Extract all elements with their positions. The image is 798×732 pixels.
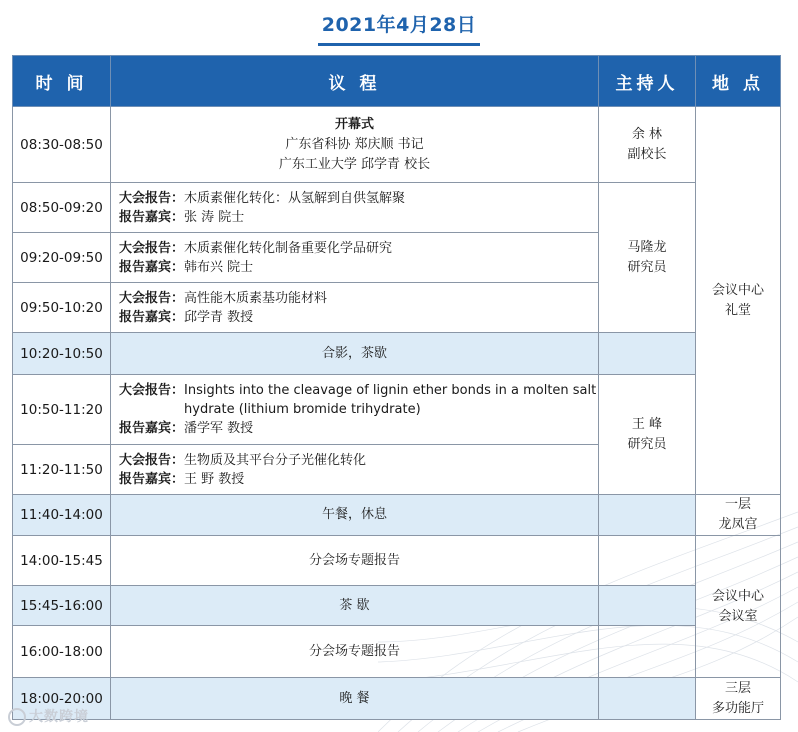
host-cell bbox=[599, 375, 696, 495]
time-cell: 18:00-20:00 bbox=[13, 678, 111, 720]
watermark bbox=[8, 706, 89, 726]
watermark-logo-icon bbox=[8, 708, 26, 726]
time-cell: 08:30-08:50 bbox=[13, 107, 111, 183]
opening-ceremony bbox=[111, 107, 599, 183]
agenda-item: 合影，茶歇 bbox=[111, 333, 599, 375]
host-cell bbox=[599, 183, 696, 333]
speaker-name: 张 涛 院士 bbox=[184, 209, 245, 225]
report-title: 生物质及其平台分子光催化转化 bbox=[184, 452, 367, 468]
time-cell: 14:00-15:45 bbox=[13, 536, 111, 586]
time-cell: 08:50-09:20 bbox=[13, 183, 111, 233]
report-label: 大会报告： bbox=[119, 190, 185, 206]
report-title: 高性能木质素基功能材料 bbox=[184, 290, 328, 306]
time-cell: 11:40-14:00 bbox=[13, 495, 111, 536]
table-row bbox=[13, 375, 781, 445]
table-row bbox=[13, 626, 781, 678]
host-title: 研究员 bbox=[627, 436, 667, 452]
venue-cell bbox=[696, 495, 781, 536]
empty-host-cell bbox=[599, 536, 696, 586]
empty-host-cell bbox=[599, 586, 696, 626]
report-label: 大会报告： bbox=[119, 383, 185, 398]
speaker-label: 报告嘉宾： bbox=[119, 471, 185, 487]
venue-line: 会议室 bbox=[718, 608, 758, 624]
agenda-item: 晚 餐 bbox=[111, 678, 599, 720]
empty-host-cell bbox=[599, 495, 696, 536]
time-cell: 15:45-16:00 bbox=[13, 586, 111, 626]
venue-line: 三层 bbox=[724, 680, 751, 696]
agenda-item: 茶 歇 bbox=[111, 586, 599, 626]
host-name: 马隆龙 bbox=[627, 239, 667, 255]
table-row bbox=[13, 536, 781, 586]
header-host: 主持人 bbox=[599, 56, 696, 107]
time-cell: 16:00-18:00 bbox=[13, 626, 111, 678]
host-name: 余 林 bbox=[631, 126, 663, 142]
speaker-name: 韩布兴 院士 bbox=[184, 259, 254, 275]
plenary-talk bbox=[111, 445, 599, 495]
time-cell: 10:50-11:20 bbox=[13, 375, 111, 445]
report-label: 大会报告： bbox=[119, 240, 185, 256]
table-row bbox=[13, 586, 781, 626]
opening-line: 广东工业大学 邱学青 校长 bbox=[278, 156, 431, 172]
speaker-name: 王 野 教授 bbox=[184, 471, 245, 487]
host-title: 副校长 bbox=[627, 146, 667, 162]
speaker-name: 邱学青 教授 bbox=[184, 309, 254, 325]
empty-host-cell bbox=[599, 678, 696, 720]
empty-host-cell bbox=[599, 626, 696, 678]
empty-host-cell bbox=[599, 333, 696, 375]
watermark-text: 大数跨境 bbox=[29, 709, 89, 725]
time-cell: 10:20-10:50 bbox=[13, 333, 111, 375]
agenda-item: 午餐，休息 bbox=[111, 495, 599, 536]
speaker-label: 报告嘉宾： bbox=[119, 309, 185, 325]
plenary-talk bbox=[111, 283, 599, 333]
time-cell: 09:50-10:20 bbox=[13, 283, 111, 333]
venue-cell bbox=[696, 536, 781, 678]
table-row bbox=[13, 333, 781, 375]
report-label: 大会报告： bbox=[119, 290, 185, 306]
speaker-label: 报告嘉宾： bbox=[119, 421, 185, 436]
opening-title: 开幕式 bbox=[334, 116, 374, 132]
opening-line: 广东省科协 郑庆顺 书记 bbox=[285, 136, 424, 152]
speaker-label: 报告嘉宾： bbox=[119, 209, 185, 225]
time-cell: 11:20-11:50 bbox=[13, 445, 111, 495]
date-title: 2021年4月28日 bbox=[318, 10, 481, 46]
venue-line: 一层 bbox=[724, 497, 751, 512]
venue-line: 龙凤宫 bbox=[718, 517, 758, 532]
report-title: 木质素催化转化：从氢解到自供氢解聚 bbox=[184, 190, 406, 206]
header-venue: 地 点 bbox=[696, 56, 781, 107]
venue-line: 会议中心 bbox=[711, 588, 764, 604]
header-row bbox=[13, 56, 781, 107]
table-row bbox=[13, 107, 781, 183]
table-row bbox=[13, 495, 781, 536]
plenary-talk bbox=[111, 183, 599, 233]
speaker-name: 潘学军 教授 bbox=[184, 421, 254, 436]
schedule-table bbox=[12, 55, 781, 720]
report-title: 木质素催化转化制备重要化学品研究 bbox=[184, 240, 393, 256]
host-cell bbox=[599, 107, 696, 183]
agenda-item: 分会场专题报告 bbox=[111, 536, 599, 586]
header-time: 时 间 bbox=[13, 56, 111, 107]
table-row bbox=[13, 678, 781, 720]
venue-cell bbox=[696, 107, 781, 495]
venue-line: 会议中心 bbox=[711, 282, 764, 298]
report-label: 大会报告： bbox=[119, 452, 185, 468]
report-title: Insights into the cleavage of lignin ether bonds in a molten salt hydrate (lithium bromide trihydrate) bbox=[184, 383, 597, 417]
venue-line: 礼堂 bbox=[724, 302, 751, 318]
header-agenda: 议 程 bbox=[111, 56, 599, 107]
plenary-talk bbox=[111, 233, 599, 283]
host-name: 王 峰 bbox=[631, 416, 663, 432]
venue-line: 多功能厅 bbox=[711, 700, 764, 716]
table-row bbox=[13, 183, 781, 233]
time-cell: 09:20-09:50 bbox=[13, 233, 111, 283]
venue-cell bbox=[696, 678, 781, 720]
speaker-label: 报告嘉宾： bbox=[119, 259, 185, 275]
agenda-item: 分会场专题报告 bbox=[111, 626, 599, 678]
plenary-talk bbox=[111, 375, 599, 445]
host-title: 研究员 bbox=[627, 259, 667, 275]
